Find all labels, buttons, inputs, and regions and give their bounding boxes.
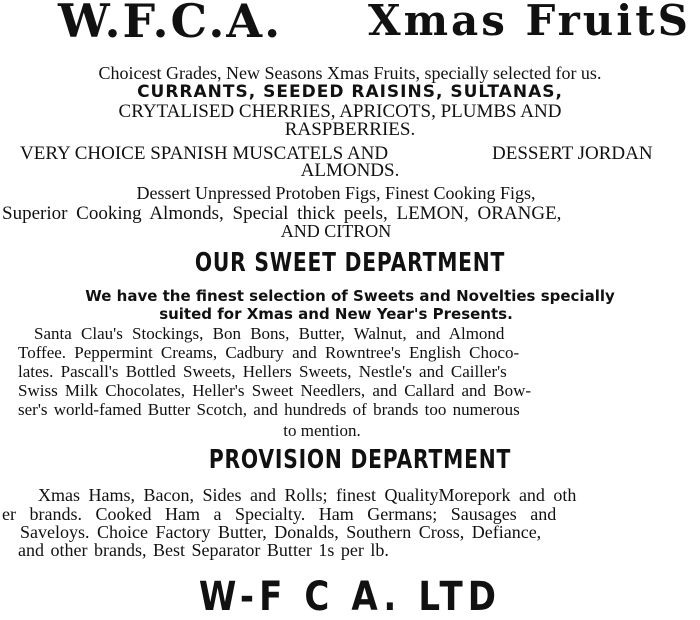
- xmas-fruits-title: Xmas FruitS: [368, 0, 691, 45]
- sweets-line4: Swiss Milk Chocolates, Heller's Sweet Needlers, and Callard and Bow-: [18, 381, 532, 400]
- provision-line4: and other brands, Best Separator Butter 1s per lb.: [18, 540, 389, 560]
- sweets-line6: to mention.: [283, 421, 361, 440]
- sweets-line1: Santa Clau's Stockings, Bon Bons, Butter, Walnut, and Almond: [34, 324, 505, 343]
- provision-line1: Xmas Hams, Bacon, Sides and Rolls; finest QualityMorepork and oth: [38, 485, 577, 505]
- sweets-line2: Toffee. Peppermint Creams, Cadbury and Rowntree's English Choco-: [18, 343, 520, 362]
- fruits-line5b: DESSERT JORDAN: [492, 143, 653, 164]
- sweets-line3: lates. Pascall's Bottled Sweets, Hellers Sweets, Nestle's and Cailler's: [18, 362, 507, 381]
- sweets-bold-line1: We have the finest selection of Sweets and Novelties specially: [85, 287, 615, 305]
- sweets-line5: ser's world-famed Butter Scotch, and hundreds of brands too numerous: [18, 400, 520, 419]
- fruits-line5a: VERY CHOICE SPANISH MUSCATELS AND: [20, 143, 389, 164]
- fruits-line7: Dessert Unpressed Protoben Figs, Finest Cooking Figs,: [136, 183, 536, 203]
- provision-line3: Saveloys. Choice Factory Butter, Donalds, Southern Cross, Defiance,: [20, 522, 542, 542]
- provision-line2: er brands. Cooked Ham a Specialty. Ham Germans; Sausages and: [2, 504, 557, 524]
- provision-department-heading: PROVISION DEPARTMENT: [208, 445, 512, 475]
- fruits-line8: Superior Cooking Almonds, Special thick peels, LEMON, ORANGE,: [2, 203, 562, 224]
- fruits-currants: CURRANTS, SEEDED RAISINS, SULTANAS,: [137, 82, 563, 102]
- footer-company-name: W-F C A. LTD: [198, 574, 502, 620]
- fruits-line4: RASPBERRIES.: [284, 119, 416, 140]
- sweet-department-heading: OUR SWEET DEPARTMENT: [194, 248, 506, 278]
- fruits-intro: Choicest Grades, New Seasons Xmas Fruits, specially selected for us.: [98, 63, 602, 83]
- fruits-line3: CRYTALISED CHERRIES, APRICOTS, PLUMBS AND: [118, 101, 562, 122]
- sweets-bold-line2: suited for Xmas and New Year's Presents.: [159, 305, 513, 323]
- fruits-line9: AND CITRON: [280, 221, 392, 241]
- fruits-line6: ALMONDS.: [300, 160, 400, 181]
- company-name-header: W.F.C.A.: [58, 0, 283, 48]
